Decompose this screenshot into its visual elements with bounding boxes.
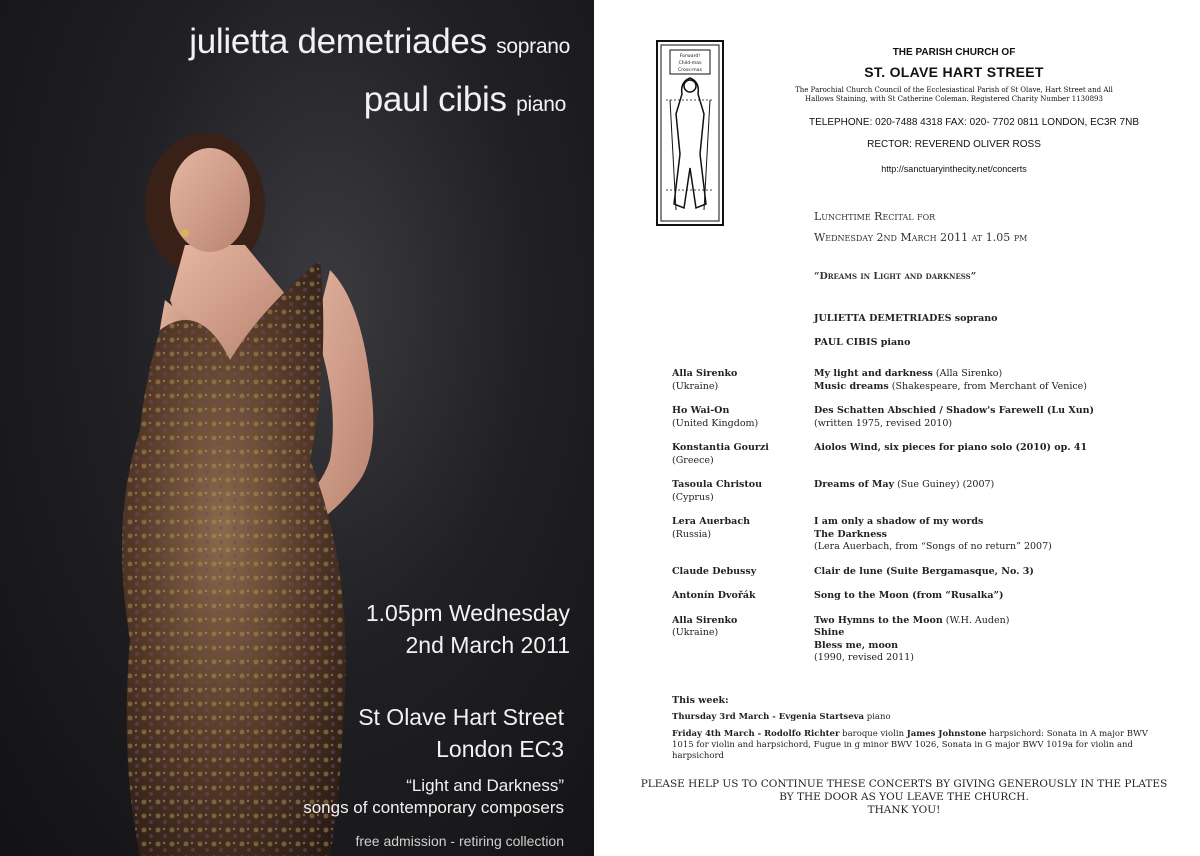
concert-description: songs of contemporary composers <box>303 798 564 817</box>
works-cell <box>814 368 1172 393</box>
work-line <box>814 615 1172 628</box>
this-week-title: This week: <box>672 695 729 706</box>
work-line <box>814 418 1172 431</box>
work-line <box>814 590 1172 603</box>
work-title: Bless me, moon <box>814 639 899 651</box>
work-detail: (Alla Sirenko) <box>932 368 1003 379</box>
work-line <box>814 479 1172 492</box>
programme-row <box>672 516 1172 554</box>
event-text: piano <box>864 712 891 722</box>
work-line <box>814 368 1172 381</box>
work-title: The Darkness <box>814 528 887 540</box>
work-line <box>814 529 1172 542</box>
composer-name: Lera Auerbach <box>672 516 751 527</box>
work-line <box>814 566 1172 579</box>
work-line <box>814 381 1172 394</box>
recital-title: “Dreams in Light and darkness” <box>814 271 977 282</box>
works-cell <box>814 615 1172 665</box>
friday-event <box>672 729 1152 762</box>
programme-sheet <box>594 0 1200 856</box>
works-cell <box>814 405 1172 430</box>
works-cell <box>814 442 1172 467</box>
composer-name: Alla Sirenko <box>672 614 738 626</box>
programme-row <box>672 566 1172 579</box>
concert-poster <box>0 0 594 856</box>
work-title: Aiolos Wind, six pieces for piano solo (2010) op. 41 <box>814 442 1088 453</box>
composer-country: (United Kingdom) <box>672 417 759 429</box>
pianist-role: piano <box>880 337 911 348</box>
event-text: baroque violin <box>839 729 907 739</box>
plea-line: PLEASE HELP US TO CONTINUE THESE CONCERTS BY GIVING GENEROUSLY IN THE PLATES <box>640 778 1168 790</box>
composer-name: Konstantia Gourzi <box>672 442 769 453</box>
work-detail: (Sue Guiney) (2007) <box>894 479 995 490</box>
thursday-event <box>672 712 1152 723</box>
event-bold: James Johnstone <box>906 729 987 739</box>
performer-name: julietta demetriades <box>189 22 487 61</box>
composer-cell <box>672 442 814 467</box>
composer-cell <box>672 566 814 579</box>
performer-pianist <box>364 80 566 120</box>
composer-cell <box>672 590 814 603</box>
event-bold: Friday 4th March - Rodolfo Richter <box>672 729 840 739</box>
council-text: The Parochial Church Council of the Ecclesiastical Parish of St Olave, Hart Street and All Hallows Staining, with St Catherine Coleman. Registered Charity Number 1130893 <box>795 86 1113 103</box>
works-cell <box>814 590 1172 603</box>
work-line <box>814 516 1172 529</box>
programme-row <box>672 615 1172 665</box>
work-line <box>814 541 1172 554</box>
works-cell <box>814 479 1172 504</box>
performer-name: paul cibis <box>363 80 507 119</box>
work-title: Shine <box>814 627 845 638</box>
admission-note: free admission - retiring collection <box>355 833 564 849</box>
composer-name: Ho Wai-On <box>672 405 730 416</box>
programme-list <box>672 368 1172 665</box>
work-detail: (W.H. Auden) <box>942 614 1010 626</box>
performer-role: piano <box>516 93 566 116</box>
work-title: Two Hymns to the Moon <box>814 614 943 626</box>
work-detail: (written 1975, revised 2010) <box>814 417 953 429</box>
singer-name: JULIETTA DEMETRIADES <box>814 313 952 324</box>
pianist-name: PAUL CIBIS <box>814 337 878 348</box>
church-name: ST. OLAVE HART STREET <box>864 64 1044 80</box>
composer-cell <box>672 479 814 504</box>
work-line <box>814 640 1172 653</box>
performer-role: soprano <box>496 35 570 58</box>
work-title: Des Schatten Abschied / Shadow's Farewell (Lu Xun) <box>814 405 1095 416</box>
composer-name: Tasoula Christou <box>672 479 763 490</box>
work-title: Dreams of May <box>814 479 895 490</box>
work-title: I am only a shadow of my words <box>814 516 984 527</box>
event-bold: Thursday 3rd March - Evgenia Startseva <box>672 712 865 722</box>
work-title: Clair de lune (Suite Bergamasque, No. 3) <box>814 565 1034 577</box>
composer-country: (Russia) <box>672 528 712 540</box>
works-cell <box>814 566 1172 579</box>
work-detail: (Shakespeare, from Merchant of Venice) <box>888 380 1088 392</box>
work-title: Music dreams <box>814 380 889 392</box>
composer-cell <box>672 516 814 554</box>
pianist-line <box>814 337 910 348</box>
rector-line: RECTOR: REVEREND OLIVER ROSS <box>867 139 1041 150</box>
recital-date: Wednesday 2nd March 2011 at 1.05 pm <box>814 231 1028 244</box>
event-text: harpsichord: Sonata in A major BWV 1015 for violin and harpsichord, Fugue in g minor BWV 1026, Sonata in G major BWV 1019a for violin and harpsichord <box>672 729 1148 761</box>
this-week-section <box>672 695 1152 762</box>
work-line <box>814 627 1172 640</box>
composer-cell <box>672 368 814 393</box>
work-detail: (1990, revised 2011) <box>814 652 914 663</box>
composer-cell <box>672 615 814 665</box>
concert-title: “Light and Darkness” <box>406 776 564 795</box>
contact-info: TELEPHONE: 020-7488 4318 FAX: 020- 7702 0811 LONDON, EC3R 7NB <box>809 117 1139 128</box>
programme-row <box>672 479 1172 504</box>
concert-time: 1.05pm Wednesday <box>365 600 570 626</box>
work-line <box>814 442 1172 455</box>
concerts-url[interactable]: http://sanctuaryinthecity.net/concerts <box>881 164 1027 174</box>
donation-plea <box>624 778 1184 817</box>
composer-name: Antonín Dvořák <box>672 590 756 601</box>
crest-text: Forward! <box>679 54 701 59</box>
work-detail: (Lera Auerbach, from “Songs of no return” 2007) <box>814 541 1052 552</box>
concert-city: London EC3 <box>436 736 564 762</box>
crest-text: Child-mas <box>678 61 702 66</box>
plea-line: THANK YOU! <box>867 804 941 816</box>
composer-country: (Greece) <box>672 454 714 466</box>
singer-line <box>814 313 998 324</box>
concert-venue: St Olave Hart Street <box>358 704 564 730</box>
performer-soprano <box>189 22 570 62</box>
concert-date: 2nd March 2011 <box>405 632 570 658</box>
work-line <box>814 652 1172 665</box>
work-line <box>814 405 1172 418</box>
work-title: Song to the Moon (from “Rusalka”) <box>814 590 1004 601</box>
composer-cell <box>672 405 814 430</box>
composer-name: Claude Debussy <box>672 565 757 577</box>
programme-row <box>672 442 1172 467</box>
programme-row <box>672 368 1172 393</box>
composer-name: Alla Sirenko <box>672 368 738 379</box>
work-title: My light and darkness <box>814 368 933 379</box>
church-crest-icon <box>656 40 724 226</box>
plea-line: BY THE DOOR AS YOU LEAVE THE CHURCH. <box>779 791 1029 803</box>
recital-heading: Lunchtime Recital for <box>814 210 936 223</box>
crest-text: Cross-mas <box>678 68 702 73</box>
programme-row <box>672 405 1172 430</box>
composer-country: (Cyprus) <box>672 491 714 503</box>
header-line1: THE PARISH CHURCH OF <box>892 47 1016 58</box>
singer-role: soprano <box>954 313 998 324</box>
composer-country: (Ukraine) <box>672 380 719 392</box>
composer-country: (Ukraine) <box>672 627 719 638</box>
works-cell <box>814 516 1172 554</box>
programme-row <box>672 590 1172 603</box>
